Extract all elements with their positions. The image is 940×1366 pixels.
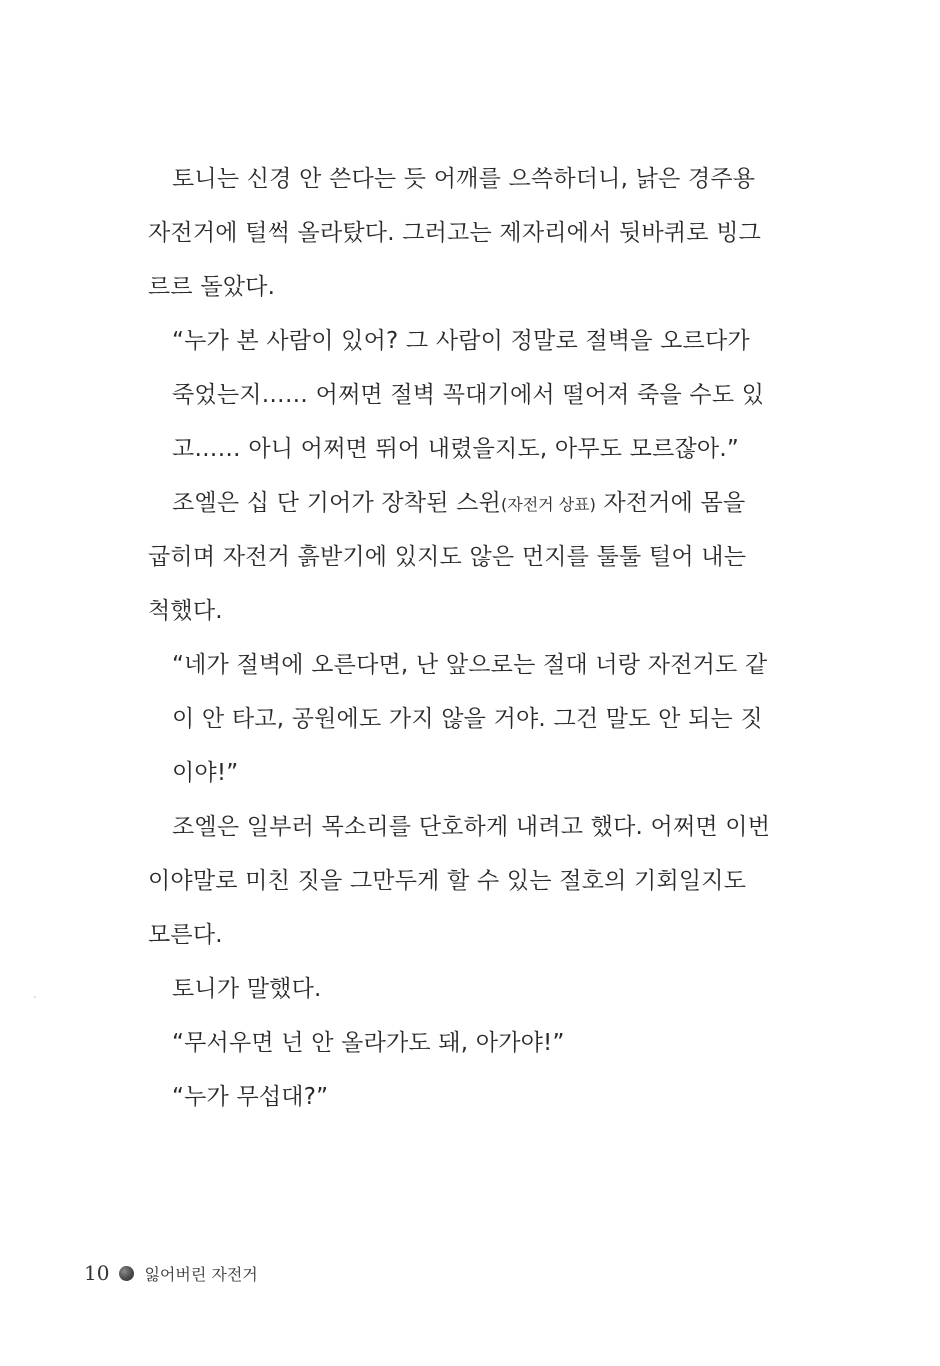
dialogue-line: 죽었는지…… 어쩌면 절벽 꼭대기에서 떨어져 죽을 수도 있: [172, 382, 765, 408]
dialogue-line: “누가 본 사람이 있어? 그 사람이 정말로 절벽을 오르다가: [172, 328, 750, 354]
paragraph-line-text: 조엘은 십 단 기어가 장착된 스윈: [172, 490, 501, 516]
bullet-dot-icon: [119, 1266, 134, 1281]
paragraph-line: 토니는 신경 안 쓴다는 듯 어깨를 으쓱하더니, 낡은 경주용: [172, 166, 756, 192]
dialogue-line: 이야!”: [172, 760, 239, 786]
paragraph-line: 토니가 말했다.: [172, 976, 322, 1002]
dialogue-line: 고…… 아니 어쩌면 뛰어 내렸을지도, 아무도 모르잖아.”: [172, 436, 739, 462]
dialogue-line: “누가 무섭대?”: [172, 1084, 329, 1110]
translator-note: (자전거 상표): [501, 495, 596, 514]
running-title: 잃어버린 자전거: [144, 1264, 258, 1284]
body-text: [148, 152, 812, 1124]
page-footer: [84, 1259, 258, 1287]
paragraph-line: 자전거에 털썩 올라탔다. 그러고는 제자리에서 뒷바퀴로 빙그: [148, 220, 762, 246]
paragraph-line: 모른다.: [148, 922, 223, 948]
paragraph-line: 르르 돌았다.: [148, 274, 276, 300]
dialogue-line: 이 안 타고, 공원에도 가지 않을 거야. 그건 말도 안 되는 짓: [172, 706, 763, 732]
paragraph-line: 척했다.: [148, 598, 223, 624]
paragraph-line: [148, 476, 812, 530]
paragraph-line: 이야말로 미친 짓을 그만두게 할 수 있는 절호의 기회일지도: [148, 868, 747, 894]
paragraph-line: 조엘은 일부러 목소리를 단호하게 내려고 했다. 어쩌면 이번: [172, 814, 771, 840]
page-number: 10: [84, 1261, 110, 1285]
dialogue-line: “네가 절벽에 오른다면, 난 앞으로는 절대 너랑 자전거도 같: [172, 652, 768, 678]
paragraph-line: 굽히며 자전거 흙받기에 있지도 않은 먼지를 툴툴 털어 내는: [148, 544, 747, 570]
scan-speck: [34, 996, 36, 998]
dialogue-line: “무서우면 넌 안 올라가도 돼, 아가야!”: [172, 1030, 565, 1056]
paragraph-line-text: 자전거에 몸을: [595, 490, 746, 516]
